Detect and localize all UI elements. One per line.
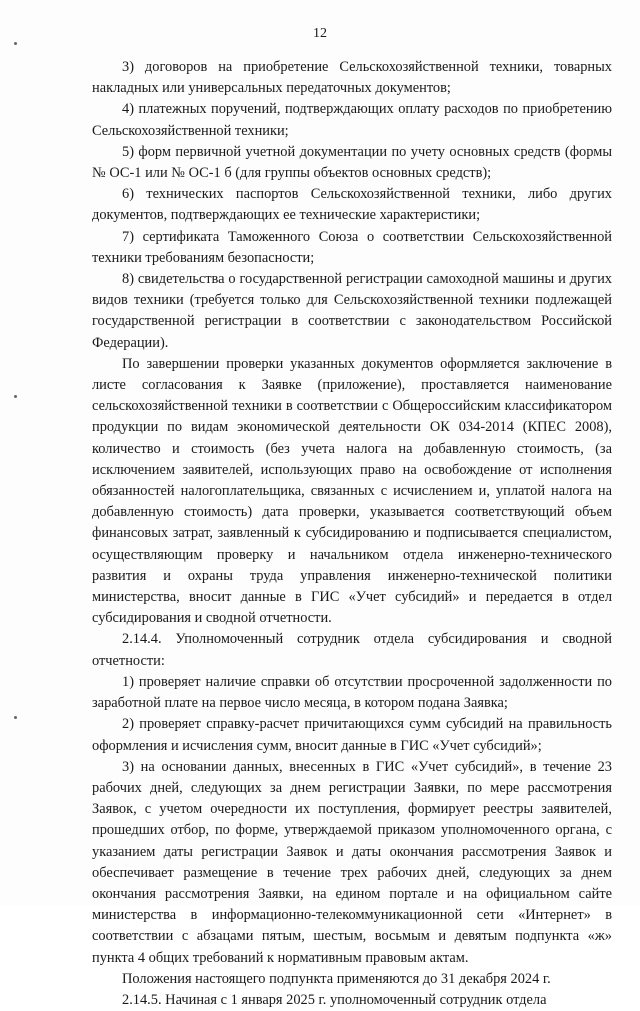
scan-artifact [14, 716, 17, 719]
paragraph-item-6: 6) технических паспортов Сельскохозяйственной техники, либо других документов, подтверждающих ее технические характеристики; [92, 186, 612, 224]
scan-artifact [14, 42, 17, 45]
paragraph-item-4: 4) платежных поручений, подтверждающих оплату расходов по приобретению Сельскохозяйственной техники; [92, 101, 612, 139]
paragraph-verification-conclusion: По завершении проверки указанных документов оформляется заключение в листе согласования к Заявке (приложение), проставляется наименование сельскохозяйственной техники в соответствии с Общероссийским классификатором продукции по видам экономической деятельности ОК 034-2014 (КПЕС 2008), количество и стоимость (без учета налога на добавленную стоимость, (за исключением заявителей, использующих право на освобождение от исполнения обязанностей налогоплательщика, связанных с исчислением и, уплатой налога на добавленную стоимость) дата проверки, указывается соответствующий объем финансовых затрат, заявленный к субсидированию и подписывается специалистом, осуществляющим проверку и начальником отдела инженерно-технического развития и охраны труда управления инженерно-технической политики министерства, вносит данные в ГИС «Учет субсидий» и передается в отдел субсидирования и сводной отчетности. [92, 355, 612, 627]
paragraph-item-7: 7) сертификата Таможенного Союза о соответствии Сельскохозяйственной техники требованиям безопасности; [92, 228, 612, 266]
paragraph-subitem-1: 1) проверяет наличие справки об отсутствии просроченной задолженности по заработной плате на первое число месяца, в котором подана Заявка; [92, 673, 612, 712]
scan-artifact [14, 395, 17, 398]
paragraph-item-5: 5) форм первичной учетной документации по учету основных средств (формы № ОС-1 или № ОС-1 б (для группы объектов основных средств); [92, 143, 612, 182]
paragraph-section-2-14-4: 2.14.4. Уполномоченный сотрудник отдела субсидирования и сводной отчетности: [92, 631, 612, 669]
paragraph-item-3: 3) договоров на приобретение Сельскохозяйственной техники, товарных накладных или универсальных передаточных документов; [92, 59, 612, 97]
document-body [92, 57, 612, 1011]
paragraph-subitem-3: 3) на основании данных, внесенных в ГИС «Учет субсидий», в течение 23 рабочих дней, следующих за днем регистрации Заявки, по мере рассмотрения Заявок, с учетом очередности их поступления, формирует реестры заявителей, прошедших отбор, по форме, утверждаемой приказом уполномоченного органа, с указанием даты регистрации Заявок и даты окончания рассмотрения Заявок и обеспечивает размещение в течение трех рабочих дней, следующих за днем окончания рассмотрения Заявки, на едином портале и на официальном сайте министерства в информационно-телекоммуникационной сети «Интернет» в соответствии с абзацами пятым, шестым, восьмым и девятым подпункта «ж» пункта 4 общих требований к нормативным правовым актам. [92, 758, 612, 966]
paragraph-applicability-note: Положения настоящего подпункта применяются до 31 декабря 2024 г. [122, 970, 551, 987]
paragraph-section-2-14-5: 2.14.5. Начиная с 1 января 2025 г. уполномоченный сотрудник отдела [122, 991, 547, 1008]
page-number: 12 [313, 26, 327, 41]
paragraph-item-8: 8) свидетельства о государственной регистрации самоходной машины и других видов техники (требуется только для Сельскохозяйственной техники подлежащей государственной регистрации в соответствии с законодательством Российской Федерации). [92, 271, 612, 351]
paragraph-subitem-2: 2) проверяет справку-расчет причитающихся сумм субсидий на правильность оформления и исчисления сумм, вносит данные в ГИС «Учет субсидий»; [92, 716, 612, 754]
